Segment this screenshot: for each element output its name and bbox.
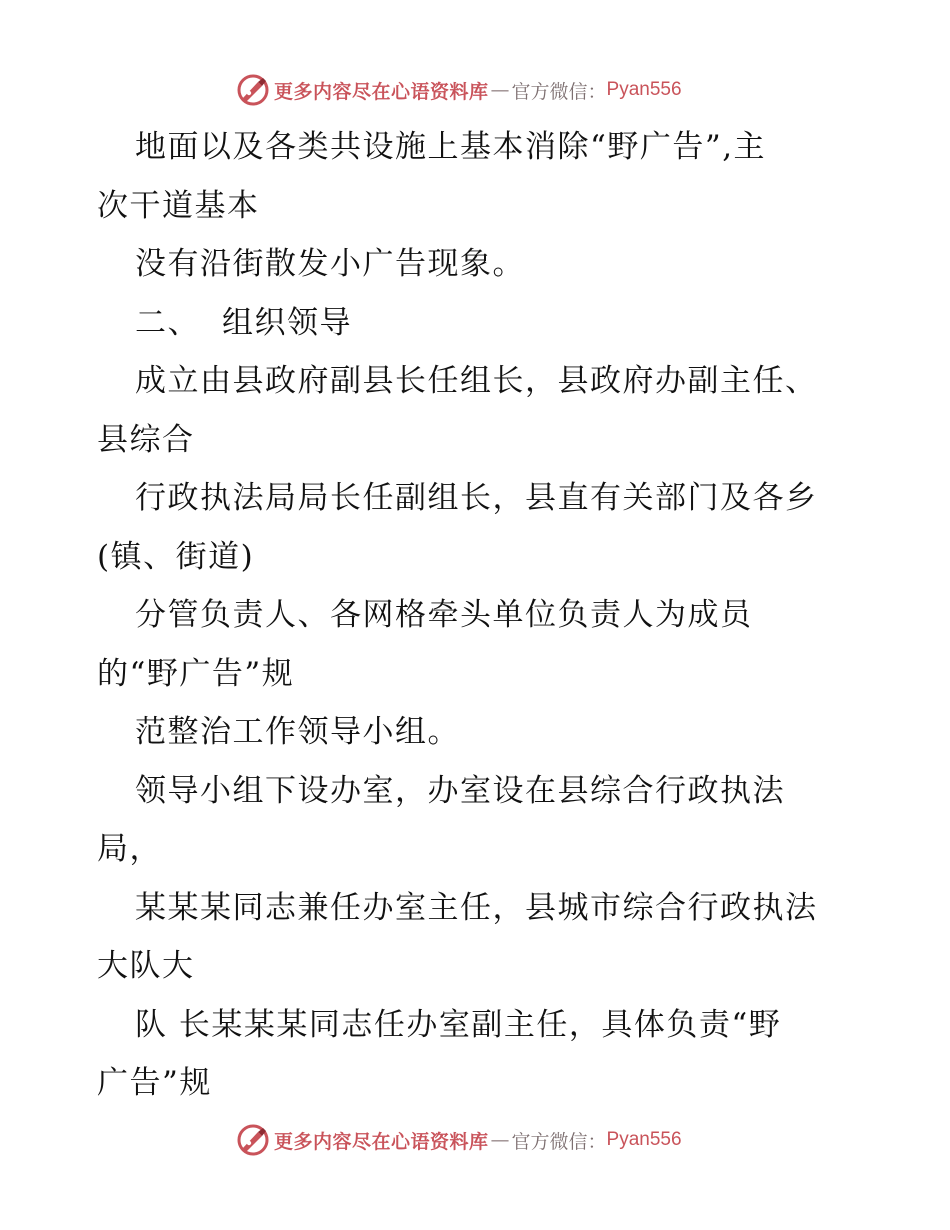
text-line: 某某某同志兼任办室主任，县城市综合行政执法 xyxy=(135,889,818,926)
header-banner-separator: — xyxy=(490,79,510,101)
section-heading-number: 二、 xyxy=(135,304,200,341)
header-banner-text: 更多内容尽在心语资料库 xyxy=(274,80,489,103)
text-line: (镇、街道) xyxy=(97,538,255,575)
text-line: 次干道基本 xyxy=(97,187,260,224)
text-line: 大队大 xyxy=(97,948,195,984)
text-line: 领导小组下设办室，办室设在县综合行政执法 xyxy=(135,772,785,809)
footer-banner xyxy=(0,1120,950,1160)
text-line: 没有沿街散发小广告现象。 xyxy=(135,246,525,282)
footer-banner-contact-label: 官方微信： xyxy=(511,1130,607,1153)
text-line: 队 长某某某同志任办室副主任，具体负责“野 xyxy=(135,1006,782,1043)
text-line: 局， xyxy=(97,831,162,867)
header-banner xyxy=(0,70,950,110)
section-heading xyxy=(97,294,857,353)
text-line: 行政执法局局长任副组长，县直有关部门及各乡 xyxy=(135,480,818,516)
text-line: 广告”规 xyxy=(97,1065,212,1101)
header-banner-contact-id: Pyan556 xyxy=(606,79,682,100)
header-banner-contact-label: 官方微信： xyxy=(511,80,607,103)
text-line: 分管负责人、各网格牵头单位负责人为成员 xyxy=(135,597,753,633)
text-line: 县综合 xyxy=(97,421,195,458)
text-line: 范整治工作领导小组。 xyxy=(135,714,460,750)
footer-banner-separator: — xyxy=(490,1129,510,1151)
section-heading-title: 组织领导 xyxy=(222,304,352,341)
document-body xyxy=(97,118,857,1113)
text-line: 地面以及各类共设施上基本消除“野广告”,主 xyxy=(135,129,767,165)
pen-logo-icon xyxy=(236,73,270,107)
footer-banner-text: 更多内容尽在心语资料库 xyxy=(274,1130,489,1153)
footer-banner-contact-id: Pyan556 xyxy=(606,1129,682,1150)
pen-logo-icon xyxy=(236,1123,270,1157)
text-line: 的“野广告”规 xyxy=(97,655,295,692)
text-line: 成立由县政府副县长任组长，县政府办副主任、 xyxy=(135,363,818,399)
